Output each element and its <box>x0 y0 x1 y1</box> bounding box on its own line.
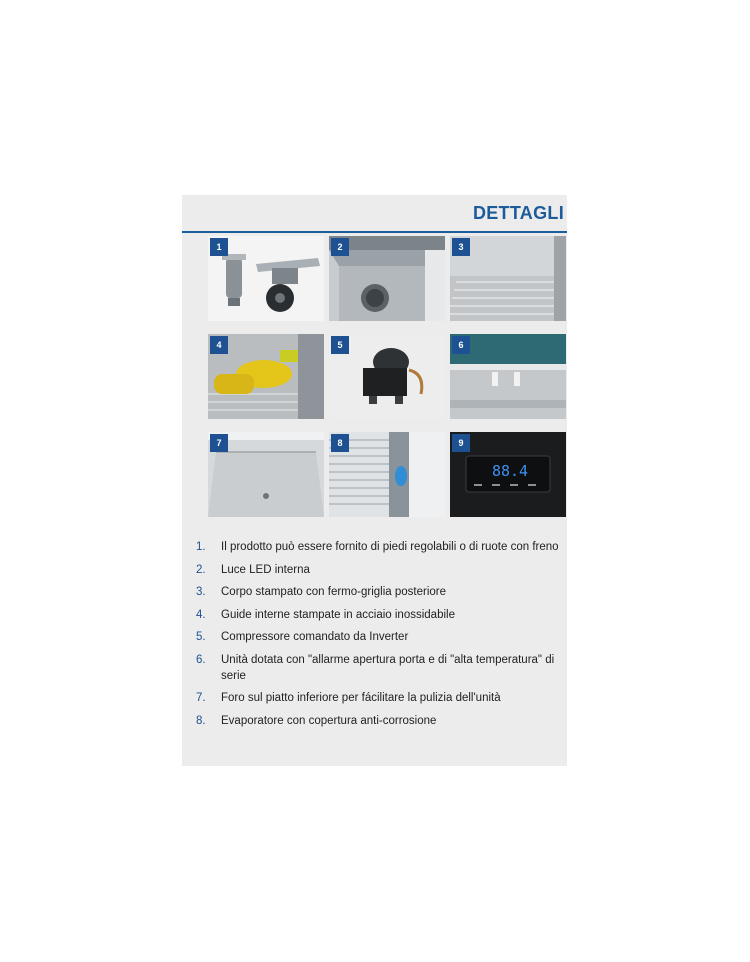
list-item: 5. Compressore comandato da Inverter <box>196 631 409 643</box>
detail-photo-1 <box>208 236 324 321</box>
photo-number-badge: 1 <box>210 238 228 256</box>
photo-number-badge: 9 <box>452 434 470 452</box>
photo-number-badge: 2 <box>331 238 349 256</box>
details-panel <box>182 195 567 766</box>
list-item: 3. Corpo stampato con fermo-griglia posteriore <box>196 586 446 598</box>
photo-number-badge: 5 <box>331 336 349 354</box>
list-item: 8. Evaporatore con copertura anti-corrosione <box>196 714 437 727</box>
section-title: DETTAGLI <box>472 203 564 223</box>
detail-photo-2 <box>329 236 445 321</box>
photo-number-badge: 4 <box>210 336 228 354</box>
detail-photo-9 <box>450 432 566 517</box>
list-item: 7. Foro sul piatto inferiore per fácilitare la pulizia dell'unità <box>196 692 501 704</box>
detail-photo-grid <box>208 236 566 519</box>
photo-number-badge: 7 <box>210 434 228 452</box>
list-item: 2. Luce LED interna <box>196 563 310 576</box>
title-divider <box>182 231 567 233</box>
photo-number-badge: 3 <box>452 238 470 256</box>
list-item: 1. Il prodotto può essere fornito di piedi regolabili o di ruote con freno <box>196 541 559 553</box>
svg-text:88.4: 88.4 <box>491 462 529 480</box>
photo-number-badge: 8 <box>331 434 349 452</box>
photo-number-badge: 6 <box>452 336 470 354</box>
detail-photo-4 <box>208 334 324 419</box>
detail-photo-6 <box>450 334 566 419</box>
detail-photo-7 <box>208 432 324 517</box>
list-item: 6. Unità dotata con "allarme apertura porta e di "alta temperatura" di serie <box>196 653 555 682</box>
list-item: 4. Guide interne stampate in acciaio inossidabile <box>196 608 455 621</box>
detail-photo-8 <box>329 432 445 517</box>
feature-list <box>196 539 562 735</box>
detail-photo-3 <box>450 236 566 321</box>
detail-photo-5 <box>329 334 445 419</box>
